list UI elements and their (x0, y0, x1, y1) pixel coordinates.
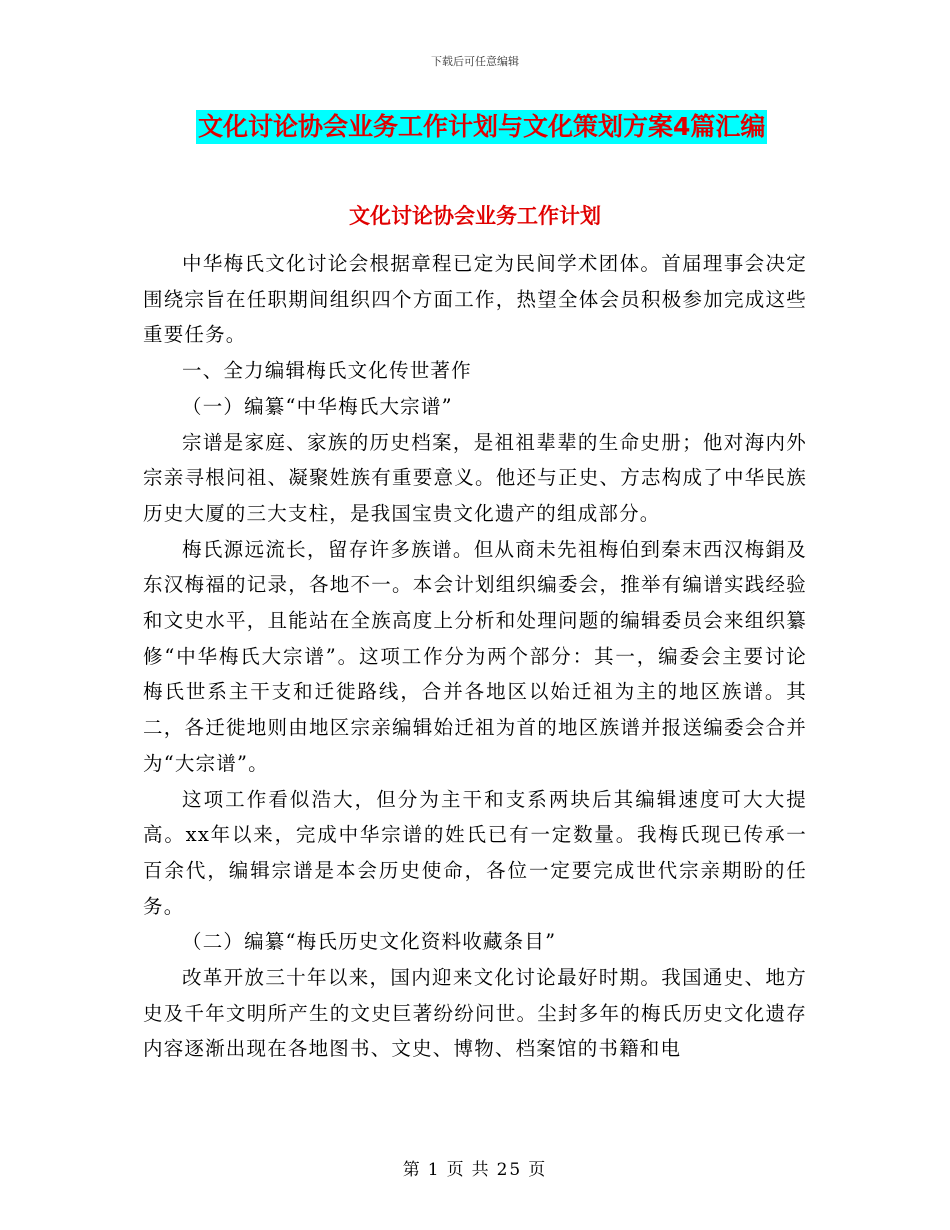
heading-level-1: 一、全力编辑梅氏文化传世著作 (182, 359, 472, 383)
section-title: 文化讨论协会业务工作计划 (349, 204, 601, 228)
paragraph: 改革开放三十年以来，国内迎来文化讨论最好时期。我国通史、地方史及千年文明所产生的文史巨著纷纷问世。尘封多年的梅氏历史文化遗存内容逐渐出现在各地图书、文史、博物、档案馆的书籍和电 (143, 966, 807, 1061)
footer-total-word: 共 (471, 1160, 491, 1180)
footer-suffix: 页 (528, 1160, 548, 1180)
footer-prefix: 第 (402, 1160, 422, 1180)
paragraph: 梅氏源远流长，留存许多族谱。但从商未先祖梅伯到秦末西汉梅鋗及东汉梅福的记录，各地不一。本会计划组织编委会，推举有编谱实践经验和文史水平，且能站在全族高度上分析和处理问题的编辑委员会来组织纂修“中华梅氏大宗谱”。这项工作分为两个部分：其一，编委会主要讨论梅氏世系主干支和迁徙路线，合并各地区以始迁祖为主的地区族谱。其二，各迁徙地则由地区宗亲编辑始迁祖为首的地区族谱并报送编委会合并为“大宗谱”。 (143, 537, 807, 775)
header-note: 下载后可任意编辑 (431, 55, 519, 68)
footer-page-word: 页 (446, 1160, 466, 1180)
document-body (143, 246, 807, 1067)
current-page-number: 1 (427, 1160, 441, 1180)
heading-level-2: （二）编纂“梅氏历史文化资料收藏条目” (182, 930, 557, 954)
main-title-wrap (196, 110, 767, 144)
paragraph: 这项工作看似浩大，但分为主干和支系两块后其编辑速度可大大提高。xx年以来，完成中华宗谱的姓氏已有一定数量。我梅氏现已传承一百余代，编辑宗谱是本会历史使命，各位一定要完成世代宗亲期盼的任务。 (143, 787, 807, 918)
paragraph: 中华梅氏文化讨论会根据章程已定为民间学术团体。首届理事会决定围绕宗旨在任职期间组织四个方面工作，热望全体会员积极参加完成这些重要任务。 (143, 252, 807, 347)
total-page-count: 25 (496, 1160, 523, 1180)
paragraph: 宗谱是家庭、家族的历史档案，是祖祖辈辈的生命史册；他对海内外宗亲寻根问祖、凝聚姓族有重要意义。他还与正史、方志构成了中华民族历史大厦的三大支柱，是我国宝贵文化遗产的组成部分。 (143, 430, 807, 525)
heading-level-2: （一）编纂“中华梅氏大宗谱” (182, 394, 453, 418)
page-footer (0, 1155, 950, 1180)
main-title: 文化讨论协会业务工作计划与文化策划方案4篇汇编 (196, 110, 767, 144)
